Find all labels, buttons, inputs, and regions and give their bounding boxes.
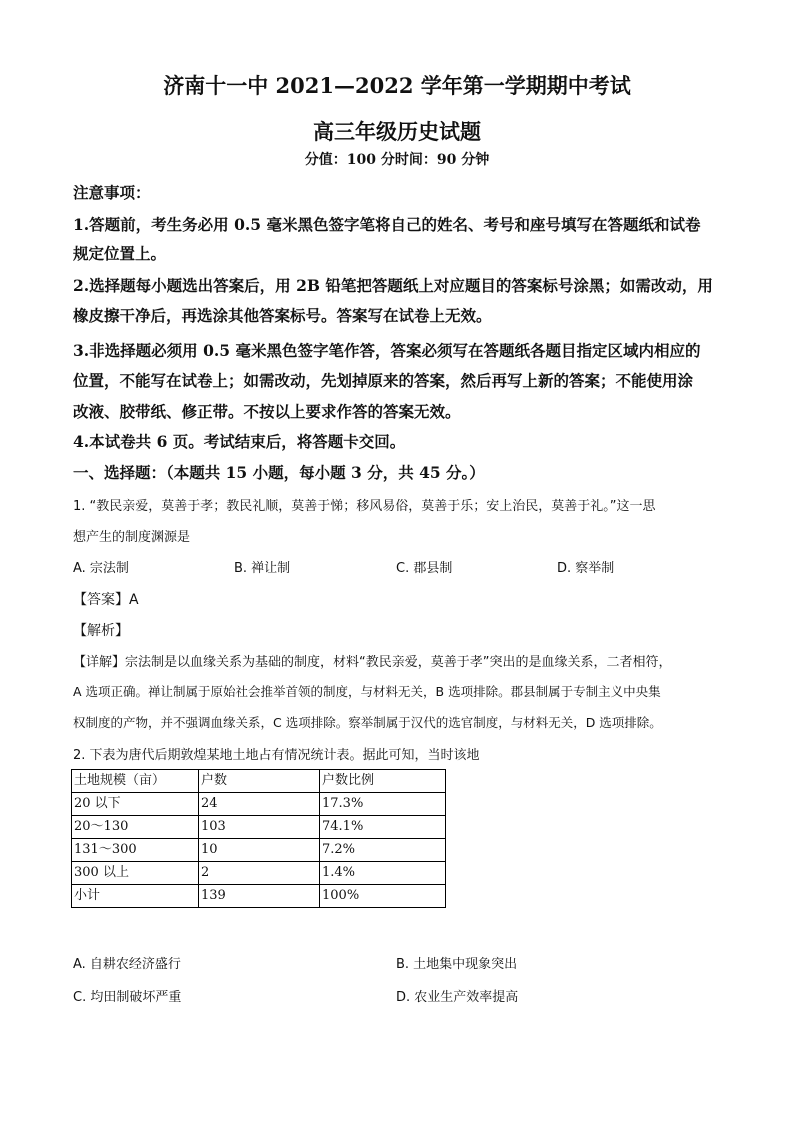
q2-option-b: B. 土地集中现象突出 (396, 957, 518, 972)
table-cell: 2 (199, 862, 320, 885)
table-cell: 100% (320, 885, 446, 908)
table-cell: 103 (199, 816, 320, 839)
notice-line: 规定位置上。 (73, 244, 167, 263)
q1-answer: 【答案】A (73, 592, 139, 608)
q1-stem: 想产生的制度渊源是 (73, 530, 191, 545)
table-header-row (72, 770, 446, 793)
q1-detail: 权制度的产物，并不强调血缘关系，C 选项排除。察举制属于汉代的选官制度，与材料无关，D 选项排除。 (73, 715, 662, 730)
q1-option-c: C. 郡县制 (396, 561, 453, 576)
table-cell: 17.3% (320, 793, 446, 816)
notice-heading: 注意事项： (73, 183, 151, 202)
notice-line: 改液、胶带纸、修正带。不按以上要求作答的答案无效。 (73, 402, 461, 421)
q1-option-b: B. 禅让制 (234, 561, 291, 576)
section-heading: 一、选择题：（本题共 15 小题，每小题 3 分，共 45 分。） (73, 463, 485, 482)
q1-detail: 【详解】宗法制是以血缘关系为基础的制度，材料“教民亲爱，莫善于孝”突出的是血缘关系，二者相符， (73, 655, 672, 670)
table-cell: 小计 (72, 885, 199, 908)
notice-line: 3.非选择题必须用 0.5 毫米黑色签字笔作答，答案必须写在答题纸各题目指定区域内相应的 (73, 341, 701, 360)
table-row (72, 816, 446, 839)
notice-line: 2.选择题每小题选出答案后，用 2B 铅笔把答题纸上对应题目的答案标号涂黑；如需改动，用 (73, 276, 713, 295)
q1-option-d: D. 察举制 (557, 561, 615, 576)
exam-subtitle: 高三年级历史试题 (313, 119, 481, 144)
table-row (72, 885, 446, 908)
notice-line: 4.本试卷共 6 页。考试结束后，将答题卡交回。 (73, 432, 406, 451)
table-header-cell: 户数 (199, 770, 320, 793)
notice-line: 橡皮擦干净后，再选涂其他答案标号。答案写在试卷上无效。 (73, 306, 492, 325)
land-table (71, 769, 446, 908)
table-cell: 24 (199, 793, 320, 816)
q1-stem: 1. “教民亲爱，莫善于孝；教民礼顺，莫善于悌；移风易俗，莫善于乐；安上治民，莫善于礼。”这一思 (73, 499, 656, 514)
q1-analysis: 【解析】 (73, 623, 129, 639)
table-row (72, 862, 446, 885)
table-cell: 20 以下 (72, 793, 199, 816)
table-cell: 131～300 (72, 839, 199, 862)
q2-option-c: C. 均田制破坏严重 (73, 990, 182, 1005)
table-cell: 10 (199, 839, 320, 862)
table-header-cell: 户数比例 (320, 770, 446, 793)
exam-title: 济南十一中 2021—2022 学年第一学期期中考试 (163, 73, 631, 98)
notice-line: 1.答题前，考生务必用 0.5 毫米黑色签字笔将自己的姓名、考号和座号填写在答题纸和试卷 (73, 215, 701, 234)
q1-option-a: A. 宗法制 (73, 561, 129, 576)
table-row (72, 839, 446, 862)
table-cell: 1.4% (320, 862, 446, 885)
score-time: 分值：100 分时间：90 分钟 (304, 152, 490, 168)
table-cell: 139 (199, 885, 320, 908)
q2-option-a: A. 自耕农经济盛行 (73, 957, 181, 972)
notice-line: 位置，不能写在试卷上；如需改动，先划掉原来的答案，然后再写上新的答案；不能使用涂 (73, 371, 694, 390)
table-cell: 7.2% (320, 839, 446, 862)
q1-detail: A 选项正确。禅让制属于原始社会推举首领的制度，与材料无关，B 选项排除。郡县制属于专制主义中央集 (73, 684, 661, 699)
table-cell: 74.1% (320, 816, 446, 839)
table-header-cell: 土地规模（亩） (72, 770, 199, 793)
table-cell: 20～130 (72, 816, 199, 839)
table-cell: 300 以上 (72, 862, 199, 885)
table-row (72, 793, 446, 816)
q2-stem: 2. 下表为唐代后期敦煌某地土地占有情况统计表。据此可知，当时该地 (73, 748, 480, 763)
q2-option-d: D. 农业生产效率提高 (396, 990, 519, 1005)
